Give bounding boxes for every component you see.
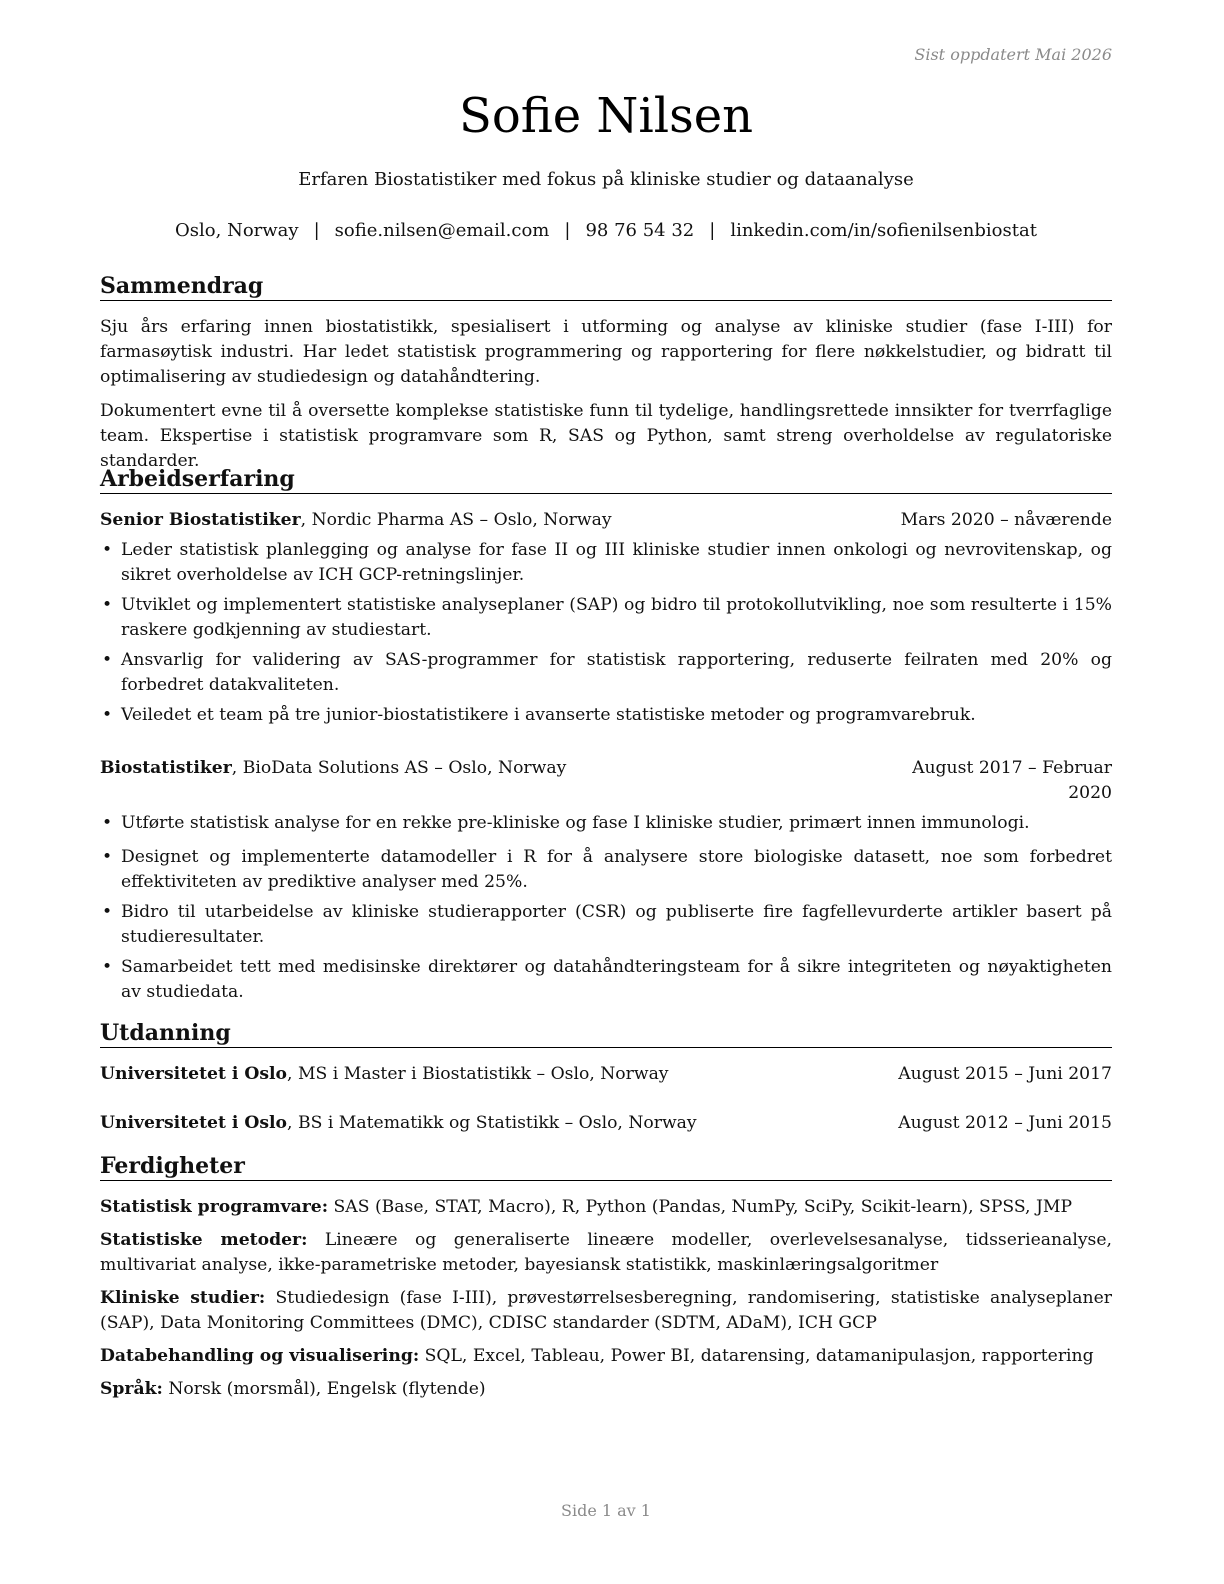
job-bullet: • Veiledet et team på tre junior-biostatistikere i avanserte statistiske metoder og programvarebruk. — [100, 703, 1112, 728]
education-dates: August 2015 – Juni 2017 — [898, 1064, 1112, 1084]
section-title-education: Utdanning — [100, 1019, 1112, 1048]
job-company: , Nordic Pharma AS – Oslo, Norway — [300, 510, 612, 530]
job-dates: August 2017 – Februar 2020 — [912, 758, 1112, 803]
contact-linkedin[interactable]: linkedin.com/in/sofienilsenbiostat — [730, 220, 1037, 241]
job-bullets — [100, 538, 1112, 728]
skill-row — [100, 1195, 1112, 1220]
contact-phone: 98 76 54 32 — [585, 220, 695, 241]
education-section — [100, 1019, 1112, 1136]
job-bullet: • Utførte statistisk analyse for en rekke pre-kliniske og fase I kliniske studier, primært innen immunologi. — [100, 811, 1112, 836]
job-bullet: • Ansvarlig for validering av SAS-programmer for statistisk rapportering, reduserte feilraten med 20% og forbedret datakvaliteten. — [100, 648, 1112, 698]
skill-row — [100, 1228, 1112, 1278]
education-entry — [100, 1062, 1112, 1087]
education-title-line — [100, 1111, 697, 1136]
education-school: Universitetet i Oslo — [100, 1064, 288, 1084]
skills-section — [100, 1152, 1112, 1402]
skill-row — [100, 1344, 1112, 1369]
job-bullet: • Bidro til utarbeidelse av kliniske studierapporter (CSR) og publiserte fire fagfellevurderte artikler basert på studieresultater. — [100, 900, 1112, 950]
skill-text: Studiedesign (fase I-III), prøvestørrelsesberegning, randomisering, statistiske analyseplaner (SAP), Data Monitoring Committees (DMC), CDISC standarder (SDTM, ADaM), ICH GCP — [100, 1288, 1112, 1333]
section-title-experience: Arbeidserfaring — [100, 465, 1112, 494]
job-entry — [100, 508, 1112, 728]
job-company: , BioData Solutions AS – Oslo, Norway — [231, 758, 567, 778]
person-name: Sofie Nilsen — [458, 88, 754, 144]
contact-separator: | — [709, 220, 716, 241]
education-degree: , BS i Matematikk og Statistikk – Oslo, Norway — [287, 1113, 697, 1133]
section-title-summary: Sammendrag — [100, 272, 1112, 301]
education-entry — [100, 1111, 1112, 1136]
skill-label: Statistisk programvare: — [100, 1197, 329, 1217]
skill-label: Kliniske studier: — [100, 1288, 266, 1308]
job-bullets — [100, 811, 1112, 1005]
job-title-line — [100, 508, 612, 533]
job-bullet: • Leder statistisk planlegging og analyse for fase II og III kliniske studier innen onkologi og nevrovitenskap, og sikret overholdelse av ICH GCP-retningslinjer. — [100, 538, 1112, 588]
summary-paragraph-2: Dokumentert evne til å oversette komplekse statistiske funn til tydelige, handlingsrettede innsikter for tverrfaglige team. Ekspertise i statistisk programvare som R, SAS og Python, samt streng overholdelse av regulatoriske standarder. — [100, 401, 1112, 471]
summary-section — [100, 272, 1112, 474]
contact-email[interactable]: sofie.nilsen@email.com — [334, 220, 550, 241]
skill-label: Språk: — [100, 1379, 163, 1399]
education-title-line — [100, 1062, 669, 1087]
skill-text: SQL, Excel, Tableau, Power BI, datarensing, datamanipulasjon, rapportering — [419, 1346, 1094, 1366]
last-updated-note: Sist oppdatert Mai 2026 — [914, 45, 1112, 64]
job-role: Biostatistiker — [100, 758, 232, 778]
skill-text: Norsk (morsmål), Engelsk (flytende) — [162, 1379, 486, 1399]
contact-location: Oslo, Norway — [175, 220, 299, 241]
skill-label: Statistiske metoder: — [100, 1230, 308, 1250]
contact-line — [0, 219, 1212, 243]
skill-text: SAS (Base, STAT, Macro), R, Python (Pandas, NumPy, SciPy, Scikit-learn), SPSS, JMP — [328, 1197, 1073, 1217]
education-school: Universitetet i Oslo — [100, 1113, 288, 1133]
experience-section — [100, 465, 1112, 1005]
job-bullet: • Samarbeidet tett med medisinske direktører og datahåndteringsteam for å sikre integriteten og nøyaktigheten av studiedata. — [100, 955, 1112, 1005]
contact-separator: | — [313, 220, 320, 241]
education-degree: , MS i Master i Biostatistikk – Oslo, Norway — [287, 1064, 669, 1084]
education-dates: August 2012 – Juni 2015 — [898, 1113, 1112, 1133]
skill-text: Lineære og generaliserte lineære modeller, overlevelsesanalyse, tidsserieanalyse, multivariat analyse, ikke-parametriske metoder, bayesiansk statistikk, maskinlæringsalgoritmer — [100, 1230, 1113, 1275]
skill-row — [100, 1377, 1112, 1402]
job-header — [100, 508, 1112, 533]
summary-paragraph-1: Sju års erfaring innen biostatistikk, spesialisert i utforming og analyse av kliniske studier (fase I-III) for farmasøytisk industri. Har ledet statistisk programmering og rapportering for flere nøkkelstudier, og bidratt til optimalisering av studiedesign og datahåndtering. — [100, 317, 1112, 387]
page-footer: Side 1 av 1 — [561, 1501, 651, 1520]
job-entry — [100, 756, 1112, 1005]
skill-label: Databehandling og visualisering: — [100, 1346, 420, 1366]
headline-tagline: Erfaren Biostatistiker med fokus på kliniske studier og dataanalyse — [298, 169, 914, 190]
job-header — [100, 756, 1112, 806]
job-bullet: • Designet og implementerte datamodeller i R for å analysere store biologiske datasett, noe som forbedret effektiviteten av prediktive analyser med 25%. — [100, 845, 1112, 895]
skill-row — [100, 1286, 1112, 1336]
section-title-skills: Ferdigheter — [100, 1152, 1112, 1181]
job-dates: Mars 2020 – nåværende — [900, 510, 1112, 530]
job-title-line — [100, 756, 566, 806]
job-role: Senior Biostatistiker — [100, 510, 301, 530]
job-bullet: • Utviklet og implementert statistiske analyseplaner (SAP) og bidro til protokollutvikling, noe som resulterte i 15% raskere godkjenning av studiestart. — [100, 593, 1112, 643]
contact-separator: | — [564, 220, 571, 241]
